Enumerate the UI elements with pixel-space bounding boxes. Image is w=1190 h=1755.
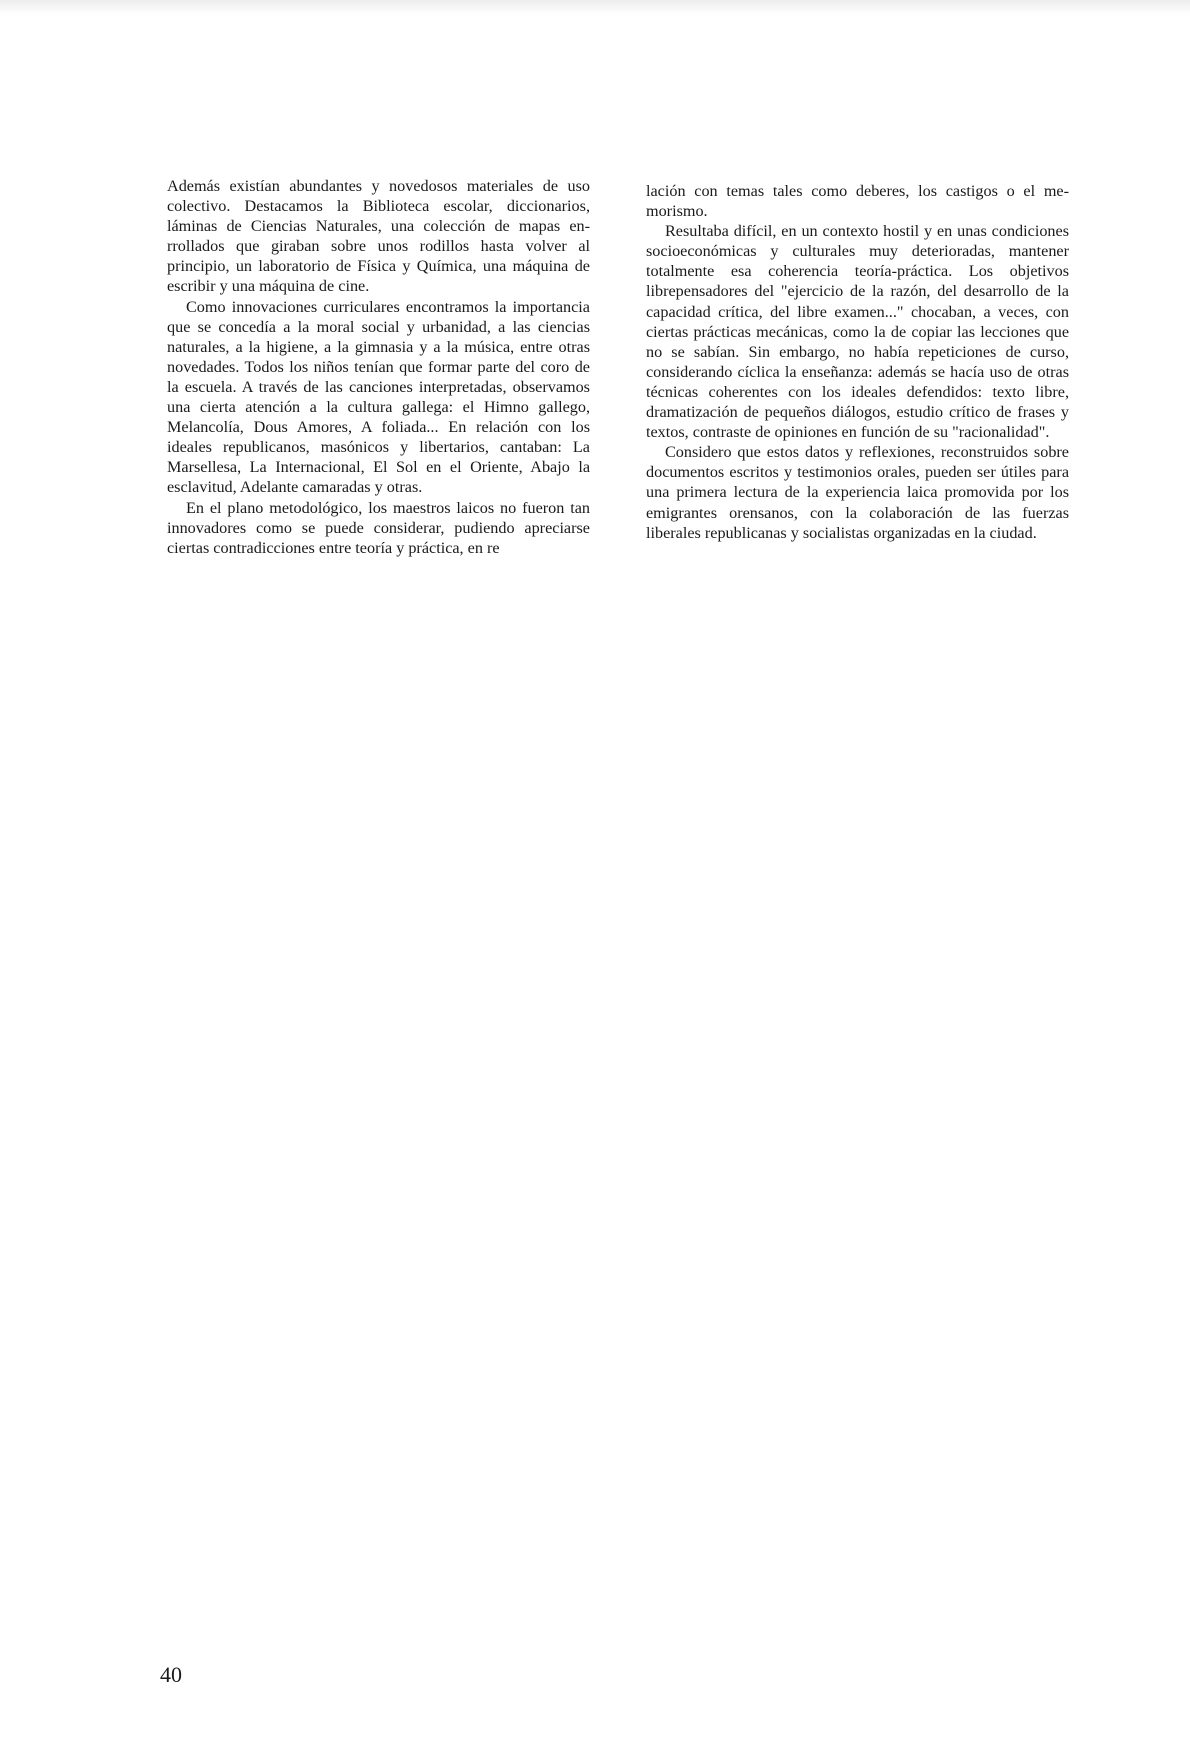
- paragraph-materials: Además existían abundantes y novedosos materiales de uso colectivo. Destacamos la Biblioteca escolar, diccionarios, láminas de Ciencias Naturales, una colección de mapas enrrollados que giraban sobre unos rodillos hasta volver al principio, un laboratorio de Física y Química, una máquina de escribir y una máquina de cine.: [167, 177, 590, 296]
- paragraph-continuation: lación con temas tales como deberes, los castigos o el memorismo.: [646, 182, 1069, 221]
- paragraph-methodology: En el plano metodológico, los maestros laicos no fueron tan innovadores como se puede considerar, pudiendo apreciarse ciertas contradicciones entre teoría y práctica, en re: [167, 498, 590, 557]
- right-text-column: [646, 181, 1069, 543]
- left-text-column: [167, 176, 590, 558]
- paragraph-curricular-innovations: Como innovaciones curriculares encontramos la importancia que se concedía a la moral social y urbanidad, a las ciencias naturales, a la higiene, a la gimnasia y a la música, entre otras novedades. Todos los niños tenían que formar parte del coro de la escuela. A través de las canciones interpretadas, observamos una cierta atención a la cultura gallega: el Himno gallego, Melancolía, Dous Amores, A foliada... En relación con los ideales republicanos, masónicos y libertarios, cantaban: La Marsellesa, La Internacional, El Sol en el Oriente, Abajo la esclavitud, Adelante camaradas y otras.: [167, 297, 590, 497]
- page-number: 40: [160, 1662, 182, 1687]
- scan-edge-shade: [0, 0, 1190, 14]
- paragraph-hostile-context: Resultaba difícil, en un contexto hostil y en unas condiciones socioeconómicas y culturales muy deterioradas, mantener totalmente esa coherencia teoría-práctica. Los objetivos librepensadores del "ejercicio de la razón, del desarrollo de la capacidad crítica, del libre examen..." chocaban, a veces, con ciertas prácticas mecánicas, como la de copiar las lecciones que no se sabían. Sin embargo, no había repeticiones de curso, considerando cíclica la enseñanza: además se hacía uso de otras técnicas coherentes con los ideales defendidos: texto libre, dramatización de pequeños diálogos, estudio crítico de frases y textos, contraste de opiniones en función de su "racionalidad".: [646, 222, 1069, 442]
- paragraph-conclusion: Considero que estos datos y reflexiones, reconstruidos sobre documentos escritos y testimonios orales, pueden ser útiles para una primera lectura de la experiencia laica promovida por los emigrantes orensanos, con la colaboración de las fuerzas liberales republicanas y socialistas organizadas en la ciudad.: [646, 443, 1069, 542]
